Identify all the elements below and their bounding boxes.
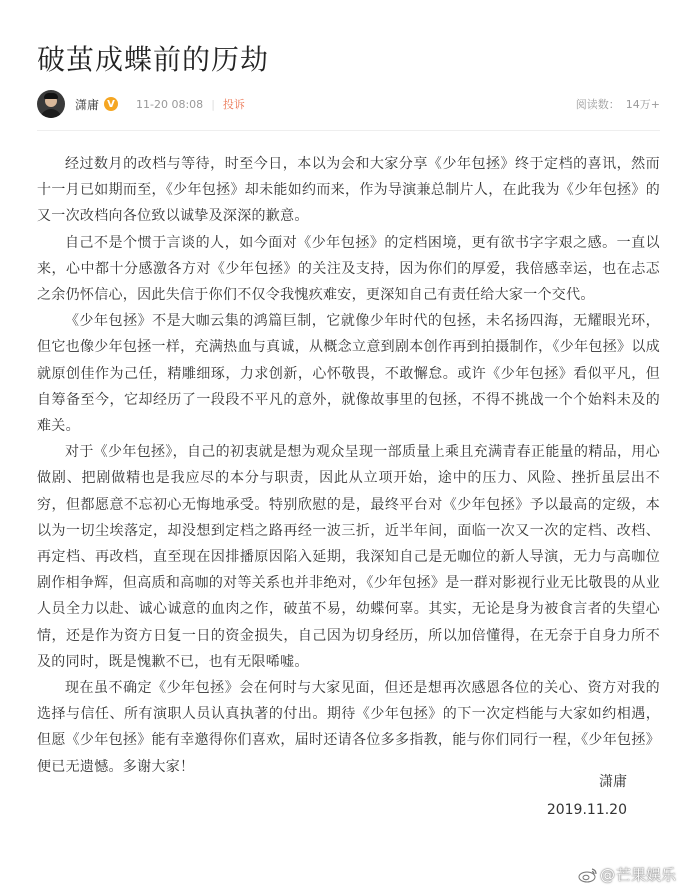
paragraph-5: 现在虽不确定《少年包拯》会在何时与大家见面，但还是想再次感恩各位的关心、资方对我的选择与信任、所有演职人员认真执著的付出。期待《少年包拯》的下一次定档能与大家如约相遇，但愿《少年包拯》能有幸邀得你们喜欢，届时还请各位多多指教，能与你们同行一程，《少年包拯》便已无遗憾。多谢大家！ xyxy=(37,680,660,775)
article-body xyxy=(37,151,660,780)
paragraph-1: 经过数月的改档与等待，时至今日，本以为会和大家分享《少年包拯》终于定档的喜讯，然而十一月已如期而至，《少年包拯》却未能如约而来，作为导演兼总制片人，在此我为《少年包拯》的又一次改档向各位致以诚挚及深深的歉意。 xyxy=(37,156,660,225)
reads-label: 阅读数： xyxy=(575,98,620,111)
weibo-logo-icon xyxy=(578,867,598,883)
report-link[interactable]: 投诉 xyxy=(222,98,245,111)
signature-date: 2019.11.20 xyxy=(546,802,627,818)
verified-badge-icon: V xyxy=(104,97,118,111)
paragraph-3: 《少年包拯》不是大咖云集的鸿篇巨制，它就像少年时代的包拯，未名扬四海，无耀眼光环，但它也像少年包拯一样，充满热血与真诚，从概念立意到剧本创作再到拍摄制作，《少年包拯》以成就原创佳作为己任，精雕细琢，力求创新，心怀敬畏，不敢懈怠。或许《少年包拯》看似平凡，但自筹备至今，它却经历了一段段不平凡的意外，就像故事里的包拯，不得不挑战一个个始料未及的难关。 xyxy=(37,313,660,435)
paragraph-4: 对于《少年包拯》，自己的初衷就是想为观众呈现一部质量上乘且充满青春正能量的精品，用心做剧、把剧做精也是我应尽的本分与职责，因此从立项开始，途中的压力、风险、挫折虽层出不穷，但都愿意不忘初心无悔地承受。特别欣慰的是，最终平台对《少年包拯》予以最高的定级，本以为一切尘埃落定，却没想到定档之路再经一波三折，近半年间，面临一次又一次的定档、改档、再定档、再改档，直至现在因排播原因陷入延期，我深知自己是无咖位的新人导演，无力与高咖位剧作相争辉，但高质和高咖的对等关系也并非绝对，《少年包拯》是一群对影视行业无比敬畏的从业人员全力以赴、诚心诚意的血肉之作，破茧不易，幼蝶何辜。其实，无论是身为被食言者的失望心情，还是作为资方日复一日的资金损失，自己因为切身经历，所以加倍懂得，在无奈于自身力所不及的同时，既是愧歉不已，也有无限唏嘘。 xyxy=(37,444,660,670)
reads-count: 14万+ xyxy=(625,98,660,111)
weibo-watermark xyxy=(578,864,676,885)
author-name[interactable]: 潇庸 xyxy=(75,97,100,112)
watermark-text: 芒果娱乐 xyxy=(615,866,676,884)
avatar[interactable] xyxy=(37,90,65,118)
post-time: 11-20 08:08 xyxy=(136,97,204,111)
header-divider xyxy=(37,130,660,131)
watermark-at: @ xyxy=(599,865,615,884)
paragraph-2: 自己不是个惯于言谈的人，如今面对《少年包拯》的定档困境，更有欲书字字艰之感。一直以来，心中都十分感激各方对《少年包拯》的关注及支持，因为你们的厚爱，我倍感幸运，也在忐忑之余仍怀信心，因此失信于你们不仅令我愧疚难安，更深知自己有责任给大家一个交代。 xyxy=(37,234,660,304)
meta-separator: | xyxy=(211,97,215,111)
signature-name: 潇庸 xyxy=(599,774,627,790)
article-meta xyxy=(37,88,660,120)
signature-block xyxy=(547,768,627,824)
article-title: 破茧成蝶前的历劫 xyxy=(37,43,270,76)
